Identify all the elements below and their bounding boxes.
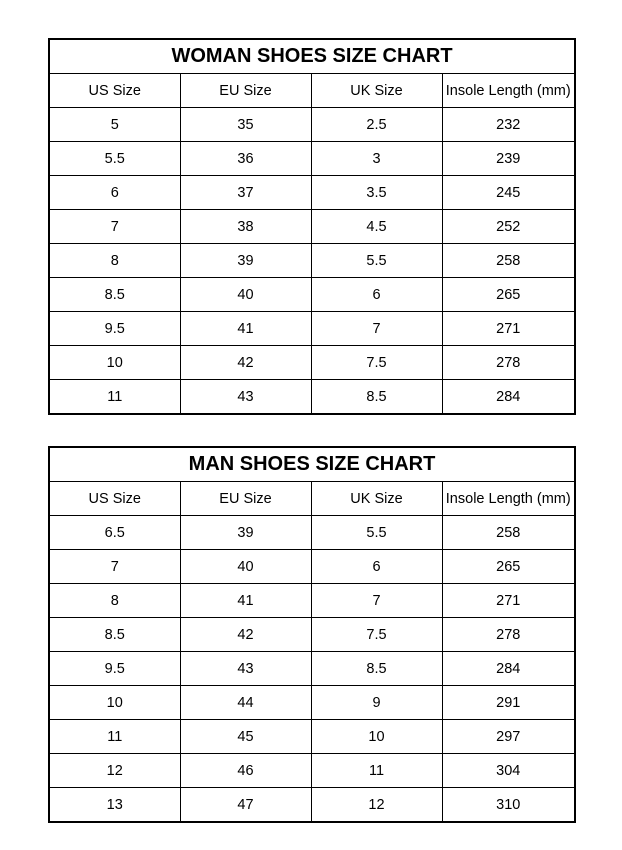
eu-size-cell: 40 [180,278,311,312]
us-size-cell: 8.5 [49,618,180,652]
uk-size-cell: 12 [311,788,442,823]
insole-length-cell: 271 [442,312,575,346]
table-row [49,278,575,312]
us-size-cell: 6 [49,176,180,210]
woman-chart-title: WOMAN SHOES SIZE CHART [49,39,575,74]
insole-length-cell: 297 [442,720,575,754]
insole-length-cell: 278 [442,618,575,652]
table-row [49,652,575,686]
table-row [49,210,575,244]
us-size-cell: 5 [49,108,180,142]
eu-size-cell: 44 [180,686,311,720]
table-row [49,380,575,415]
insole-length-cell: 265 [442,278,575,312]
insole-length-cell: 291 [442,686,575,720]
uk-size-cell: 9 [311,686,442,720]
us-size-cell: 13 [49,788,180,823]
insole-length-cell: 239 [442,142,575,176]
woman-header-row [49,74,575,108]
uk-size-cell: 5.5 [311,516,442,550]
man-table-body [49,516,575,823]
uk-size-cell: 7.5 [311,618,442,652]
uk-size-cell: 3 [311,142,442,176]
column-header-insole-length: Insole Length (mm) [442,482,575,516]
column-header-uk-size: UK Size [311,74,442,108]
us-size-cell: 8 [49,584,180,618]
man-header-row [49,482,575,516]
us-size-cell: 11 [49,720,180,754]
insole-length-cell: 271 [442,584,575,618]
eu-size-cell: 38 [180,210,311,244]
insole-length-cell: 310 [442,788,575,823]
eu-size-cell: 36 [180,142,311,176]
column-header-eu-size: EU Size [180,482,311,516]
column-header-uk-size: UK Size [311,482,442,516]
us-size-cell: 7 [49,550,180,584]
table-row [49,754,575,788]
uk-size-cell: 6 [311,278,442,312]
uk-size-cell: 10 [311,720,442,754]
uk-size-cell: 8.5 [311,380,442,415]
uk-size-cell: 11 [311,754,442,788]
uk-size-cell: 8.5 [311,652,442,686]
table-row [49,176,575,210]
woman-size-chart [48,38,576,415]
eu-size-cell: 43 [180,652,311,686]
eu-size-cell: 41 [180,584,311,618]
table-row [49,312,575,346]
insole-length-cell: 232 [442,108,575,142]
uk-size-cell: 3.5 [311,176,442,210]
eu-size-cell: 39 [180,516,311,550]
table-row [49,108,575,142]
column-header-us-size: US Size [49,482,180,516]
eu-size-cell: 45 [180,720,311,754]
man-size-chart [48,446,576,823]
insole-length-cell: 258 [442,244,575,278]
insole-length-cell: 284 [442,380,575,415]
insole-length-cell: 245 [442,176,575,210]
uk-size-cell: 7.5 [311,346,442,380]
eu-size-cell: 39 [180,244,311,278]
uk-size-cell: 7 [311,584,442,618]
column-header-eu-size: EU Size [180,74,311,108]
eu-size-cell: 42 [180,618,311,652]
eu-size-cell: 41 [180,312,311,346]
insole-length-cell: 252 [442,210,575,244]
us-size-cell: 10 [49,346,180,380]
uk-size-cell: 7 [311,312,442,346]
uk-size-cell: 6 [311,550,442,584]
table-row [49,686,575,720]
eu-size-cell: 43 [180,380,311,415]
us-size-cell: 5.5 [49,142,180,176]
insole-length-cell: 258 [442,516,575,550]
us-size-cell: 12 [49,754,180,788]
us-size-cell: 8 [49,244,180,278]
us-size-cell: 6.5 [49,516,180,550]
insole-length-cell: 278 [442,346,575,380]
eu-size-cell: 40 [180,550,311,584]
man-chart-title: MAN SHOES SIZE CHART [49,447,575,482]
table-row [49,142,575,176]
us-size-cell: 8.5 [49,278,180,312]
us-size-cell: 9.5 [49,652,180,686]
column-header-insole-length: Insole Length (mm) [442,74,575,108]
table-row [49,618,575,652]
us-size-cell: 7 [49,210,180,244]
table-row [49,346,575,380]
eu-size-cell: 46 [180,754,311,788]
us-size-cell: 10 [49,686,180,720]
table-row [49,550,575,584]
table-row [49,516,575,550]
eu-size-cell: 47 [180,788,311,823]
uk-size-cell: 4.5 [311,210,442,244]
us-size-cell: 11 [49,380,180,415]
insole-length-cell: 304 [442,754,575,788]
uk-size-cell: 2.5 [311,108,442,142]
woman-table-body [49,108,575,415]
table-row [49,584,575,618]
us-size-cell: 9.5 [49,312,180,346]
table-row [49,720,575,754]
insole-length-cell: 284 [442,652,575,686]
eu-size-cell: 42 [180,346,311,380]
table-row [49,244,575,278]
eu-size-cell: 35 [180,108,311,142]
eu-size-cell: 37 [180,176,311,210]
uk-size-cell: 5.5 [311,244,442,278]
insole-length-cell: 265 [442,550,575,584]
column-header-us-size: US Size [49,74,180,108]
table-row [49,788,575,823]
